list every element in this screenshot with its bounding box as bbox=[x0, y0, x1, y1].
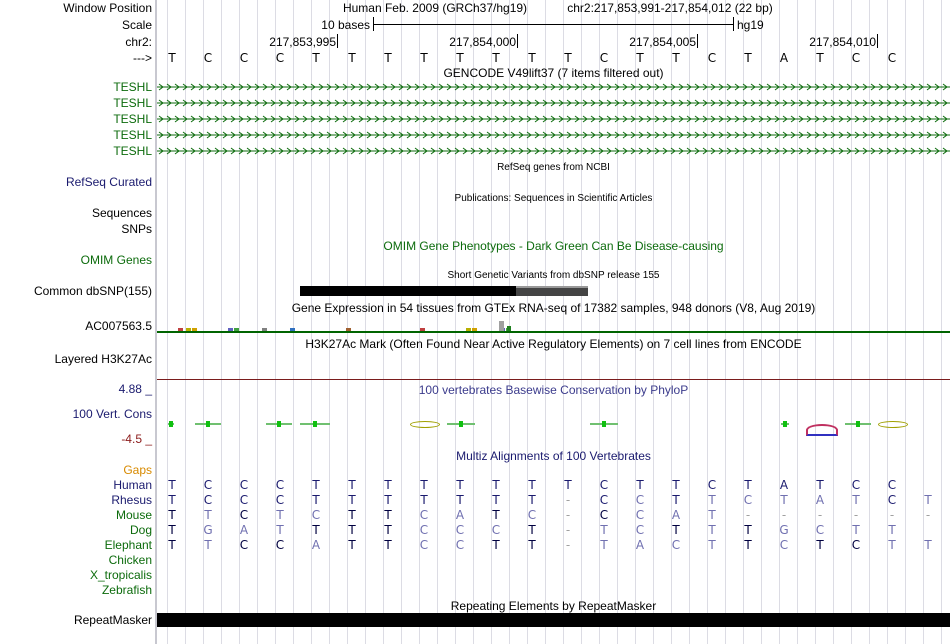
grid-line bbox=[437, 0, 438, 644]
alignment-base: T bbox=[456, 493, 464, 507]
dbsnp-track-label[interactable]: Common dbSNP(155) bbox=[33, 284, 152, 298]
grid-line bbox=[905, 0, 906, 644]
grid-line bbox=[833, 0, 834, 644]
alignment-base: T bbox=[312, 493, 320, 507]
base-letter: C bbox=[275, 51, 285, 65]
alignment-base: T bbox=[456, 478, 464, 492]
grid-line bbox=[581, 0, 582, 644]
grid-line bbox=[761, 0, 762, 644]
alignment-base: T bbox=[168, 493, 176, 507]
grid-line bbox=[509, 0, 510, 644]
alignment-base: C bbox=[707, 478, 717, 492]
phylop-peak bbox=[169, 421, 173, 427]
alignment-base: T bbox=[780, 493, 788, 507]
alignment-base: T bbox=[528, 538, 536, 552]
alignment-base: T bbox=[384, 493, 392, 507]
alignment-base: T bbox=[168, 538, 176, 552]
alignment-base: T bbox=[888, 523, 896, 537]
gencode-item-label-1[interactable]: TESHL bbox=[113, 80, 152, 94]
base-letter: A bbox=[779, 51, 789, 65]
species-label-x_tropicalis[interactable]: X_tropicalis bbox=[89, 568, 152, 582]
alignment-base: C bbox=[743, 493, 753, 507]
grid-line bbox=[293, 0, 294, 644]
alignment-base: C bbox=[275, 538, 285, 552]
alignment-base: C bbox=[599, 508, 609, 522]
gencode-transcript[interactable] bbox=[157, 131, 950, 139]
alignment-base: C bbox=[599, 478, 609, 492]
alignment-base: T bbox=[420, 478, 428, 492]
base-letter: C bbox=[239, 51, 249, 65]
base-letter: C bbox=[203, 51, 213, 65]
alignment-base: C bbox=[635, 508, 645, 522]
grid-line bbox=[473, 0, 474, 644]
gtex-baseline bbox=[157, 331, 950, 333]
alignment-base: T bbox=[276, 508, 284, 522]
alignment-base: T bbox=[384, 538, 392, 552]
alignment-base: T bbox=[312, 478, 320, 492]
alignment-base: - bbox=[565, 508, 571, 522]
ruler-tick-label-1: 217,853,995 bbox=[269, 35, 336, 49]
alignment-base: T bbox=[708, 508, 716, 522]
alignment-base: - bbox=[565, 493, 571, 507]
alignment-base: T bbox=[492, 538, 500, 552]
phylop-peak bbox=[459, 421, 463, 427]
alignment-base: - bbox=[925, 508, 931, 522]
grid-line bbox=[257, 0, 258, 644]
grid-line bbox=[869, 0, 870, 644]
alignment-base: T bbox=[672, 478, 680, 492]
multiz-track-title: Multiz Alignments of 100 Vertebrates bbox=[456, 449, 651, 463]
phylop-peak bbox=[206, 421, 210, 427]
grid-line bbox=[653, 0, 654, 644]
alignment-base: T bbox=[204, 508, 212, 522]
alignment-base: C bbox=[419, 523, 429, 537]
alignment-base: - bbox=[745, 508, 751, 522]
base-letter: T bbox=[528, 51, 536, 65]
h3k27ac-track-label[interactable]: Layered H3K27Ac bbox=[54, 352, 152, 366]
ruler-tick-4 bbox=[877, 34, 878, 48]
chr-label: chr2: bbox=[125, 35, 152, 49]
base-letter: T bbox=[672, 51, 680, 65]
alignment-base: T bbox=[348, 538, 356, 552]
base-letter: C bbox=[851, 51, 861, 65]
phylop-peak bbox=[313, 421, 317, 427]
species-label-zebrafish[interactable]: Zebrafish bbox=[101, 583, 152, 597]
alignment-base: T bbox=[600, 538, 608, 552]
snps-track-label[interactable]: SNPs bbox=[121, 222, 152, 236]
alignment-base: - bbox=[817, 508, 823, 522]
grid-line bbox=[689, 0, 690, 644]
cons-track-label[interactable]: 100 Vert. Cons bbox=[72, 407, 152, 421]
base-letter: T bbox=[636, 51, 644, 65]
alignment-base: T bbox=[600, 523, 608, 537]
repeatmasker-track-label[interactable]: RepeatMasker bbox=[73, 613, 152, 627]
base-letter: T bbox=[564, 51, 572, 65]
alignment-base: - bbox=[781, 508, 787, 522]
refseq-track-label[interactable]: RefSeq Curated bbox=[65, 175, 152, 189]
dbsnp-variant-bar-highlight[interactable] bbox=[516, 286, 588, 296]
alignment-base: T bbox=[348, 523, 356, 537]
base-letter: T bbox=[348, 51, 356, 65]
gencode-item-label-5[interactable]: TESHL bbox=[113, 144, 152, 158]
alignment-base: T bbox=[924, 538, 932, 552]
alignment-base: T bbox=[348, 493, 356, 507]
omim-track-label[interactable]: OMIM Genes bbox=[80, 253, 152, 267]
grid-line bbox=[797, 0, 798, 644]
scale-bar-left-cap bbox=[373, 17, 374, 31]
alignment-base: T bbox=[384, 523, 392, 537]
scale-text: 10 bases bbox=[321, 18, 370, 32]
alignment-base: C bbox=[455, 523, 465, 537]
alignment-base: C bbox=[203, 478, 213, 492]
h3k27ac-baseline bbox=[157, 379, 950, 380]
window-position-label: Window Position bbox=[63, 1, 152, 15]
base-letter: T bbox=[420, 51, 428, 65]
gencode-transcript[interactable] bbox=[157, 83, 950, 91]
alignment-base: C bbox=[815, 523, 825, 537]
alignment-base: T bbox=[312, 523, 320, 537]
alignment-base: T bbox=[744, 538, 752, 552]
alignment-base: T bbox=[528, 493, 536, 507]
alignment-base: C bbox=[275, 478, 285, 492]
alignment-base: T bbox=[384, 478, 392, 492]
species-label-human[interactable]: Human bbox=[113, 478, 152, 492]
base-letter: C bbox=[887, 51, 897, 65]
alignment-base: A bbox=[455, 508, 465, 522]
omim-track-title: OMIM Gene Phenotypes - Dark Green Can Be Disease-causing bbox=[383, 239, 724, 253]
alignment-base: A bbox=[635, 538, 645, 552]
alignment-base: C bbox=[599, 493, 609, 507]
alignment-base: A bbox=[815, 493, 825, 507]
gtex-track-label[interactable]: AC007563.5 bbox=[85, 319, 152, 333]
alignment-base: T bbox=[852, 493, 860, 507]
alignment-base: T bbox=[636, 478, 644, 492]
alignment-base: T bbox=[420, 493, 428, 507]
alignment-base: T bbox=[492, 493, 500, 507]
alignment-base: - bbox=[889, 508, 895, 522]
ruler-tick-3 bbox=[697, 34, 698, 48]
phylop-peak bbox=[856, 421, 860, 427]
alignment-base: T bbox=[708, 493, 716, 507]
species-label-elephant[interactable]: Elephant bbox=[104, 538, 152, 552]
alignment-base: T bbox=[168, 523, 176, 537]
phylop-mark[interactable] bbox=[806, 424, 838, 436]
grid-line bbox=[185, 0, 186, 644]
h3k27ac-track-title: H3K27Ac Mark (Often Found Near Active Regulatory Elements) on 7 cell lines from ENCODE bbox=[305, 337, 802, 351]
alignment-base: T bbox=[348, 478, 356, 492]
species-label-chicken[interactable]: Chicken bbox=[108, 553, 152, 567]
ruler-tick-2 bbox=[517, 34, 518, 48]
phylop-peak bbox=[602, 421, 606, 427]
alignment-base: T bbox=[888, 538, 896, 552]
alignment-base: T bbox=[816, 478, 824, 492]
alignment-base: A bbox=[671, 508, 681, 522]
alignment-base: C bbox=[671, 538, 681, 552]
scale-label: Scale bbox=[121, 18, 152, 32]
alignment-base: T bbox=[492, 508, 500, 522]
grid-line bbox=[545, 0, 546, 644]
alignment-base: C bbox=[239, 493, 249, 507]
alignment-base: T bbox=[348, 508, 356, 522]
dbsnp-track-title: Short Genetic Variants from dbSNP release 155 bbox=[447, 270, 660, 281]
alignment-base: - bbox=[565, 523, 571, 537]
alignment-base: T bbox=[276, 523, 284, 537]
phylop-track-title: 100 vertebrates Basewise Conservation by PhyloP bbox=[418, 383, 689, 397]
gencode-item-label-3[interactable]: TESHL bbox=[113, 112, 152, 126]
base-letter: T bbox=[312, 51, 320, 65]
position-title: chr2:217,853,991-217,854,012 (22 bp) bbox=[567, 1, 773, 15]
alignment-base: C bbox=[887, 478, 897, 492]
gtex-track-title: Gene Expression in 54 tissues from GTEx RNA-seq of 17382 samples, 948 donors (V8, Aug 2019) bbox=[291, 301, 816, 315]
alignment-base: T bbox=[528, 523, 536, 537]
alignment-base: C bbox=[851, 538, 861, 552]
alignment-base: C bbox=[455, 538, 465, 552]
grid-line bbox=[365, 0, 366, 644]
gaps-label: Gaps bbox=[123, 463, 152, 477]
alignment-base: C bbox=[311, 508, 321, 522]
alignment-base: C bbox=[779, 538, 789, 552]
alignment-base: A bbox=[311, 538, 321, 552]
base-letter: T bbox=[456, 51, 464, 65]
alignment-base: T bbox=[672, 493, 680, 507]
alignment-base: C bbox=[635, 523, 645, 537]
phylop-peak bbox=[783, 421, 787, 427]
species-label-rhesus[interactable]: Rhesus bbox=[111, 493, 152, 507]
repeatmasker-element[interactable] bbox=[157, 613, 950, 627]
alignment-base: T bbox=[384, 508, 392, 522]
alignment-base: T bbox=[816, 538, 824, 552]
grid-line bbox=[941, 0, 942, 644]
ruler-tick-label-4: 217,854,010 bbox=[809, 35, 876, 49]
alignment-base: T bbox=[528, 478, 536, 492]
phylop-min-label: -4.5 _ bbox=[121, 432, 152, 446]
alignment-base: C bbox=[275, 493, 285, 507]
phylop-peak bbox=[277, 421, 281, 427]
alignment-base: A bbox=[779, 478, 789, 492]
grid-line bbox=[329, 0, 330, 644]
alignment-base: C bbox=[239, 508, 249, 522]
alignment-base: T bbox=[852, 523, 860, 537]
alignment-base: T bbox=[204, 538, 212, 552]
alignment-base: T bbox=[672, 523, 680, 537]
ruler-tick-1 bbox=[337, 34, 338, 48]
phylop-mark[interactable] bbox=[878, 421, 908, 428]
alignment-base: T bbox=[744, 478, 752, 492]
alignment-base: C bbox=[527, 508, 537, 522]
gencode-track-title: GENCODE V49lift37 (7 items filtered out) bbox=[443, 66, 664, 80]
gencode-transcript[interactable] bbox=[157, 115, 950, 123]
grid-line bbox=[617, 0, 618, 644]
alignment-base: - bbox=[853, 508, 859, 522]
alignment-base: C bbox=[419, 538, 429, 552]
alignment-base: T bbox=[168, 478, 176, 492]
species-label-mouse[interactable]: Mouse bbox=[115, 508, 152, 522]
alignment-base: C bbox=[419, 508, 429, 522]
scale-db: hg19 bbox=[737, 18, 764, 32]
grid-line bbox=[221, 0, 222, 644]
base-letter: T bbox=[384, 51, 392, 65]
alignment-base: T bbox=[492, 478, 500, 492]
label-divider bbox=[155, 0, 157, 644]
grid-line bbox=[725, 0, 726, 644]
alignment-base: T bbox=[708, 523, 716, 537]
base-letter: T bbox=[744, 51, 752, 65]
gencode-transcript[interactable] bbox=[157, 147, 950, 155]
pubs-track-title: Publications: Sequences in Scientific Articles bbox=[454, 193, 653, 204]
scale-bar-right-cap bbox=[733, 17, 734, 31]
alignment-base: T bbox=[708, 538, 716, 552]
alignment-base: T bbox=[744, 523, 752, 537]
gencode-item-label-2[interactable]: TESHL bbox=[113, 96, 152, 110]
alignment-base: G bbox=[779, 523, 789, 537]
alignment-base: C bbox=[239, 538, 249, 552]
strand-label[interactable]: ---> bbox=[133, 51, 152, 65]
base-letter: T bbox=[816, 51, 824, 65]
base-letter: C bbox=[599, 51, 609, 65]
repeatmasker-track-title: Repeating Elements by RepeatMasker bbox=[450, 599, 657, 613]
scale-bar bbox=[373, 24, 733, 25]
gencode-transcript[interactable] bbox=[157, 99, 950, 107]
assembly-title: Human Feb. 2009 (GRCh37/hg19) bbox=[342, 1, 528, 15]
sequences-track-label[interactable]: Sequences bbox=[91, 206, 152, 220]
base-letter: T bbox=[492, 51, 500, 65]
gtex-bar[interactable] bbox=[499, 321, 504, 331]
refseq-track-title: RefSeq genes from NCBI bbox=[497, 162, 610, 173]
alignment-base: T bbox=[924, 493, 932, 507]
phylop-max-label: 4.88 _ bbox=[118, 382, 152, 396]
alignment-base: T bbox=[168, 508, 176, 522]
alignment-base: C bbox=[491, 523, 501, 537]
alignment-base: C bbox=[851, 478, 861, 492]
alignment-base: C bbox=[239, 478, 249, 492]
gencode-item-label-4[interactable]: TESHL bbox=[113, 128, 152, 142]
alignment-base: A bbox=[239, 523, 249, 537]
alignment-base: C bbox=[887, 493, 897, 507]
alignment-base: C bbox=[635, 493, 645, 507]
phylop-mark[interactable] bbox=[410, 421, 440, 428]
ruler-tick-label-2: 217,854,000 bbox=[449, 35, 516, 49]
alignment-base: G bbox=[203, 523, 213, 537]
grid-line bbox=[401, 0, 402, 644]
alignment-base: C bbox=[203, 493, 213, 507]
base-letter: T bbox=[168, 51, 176, 65]
alignment-base: T bbox=[564, 478, 572, 492]
base-letter: C bbox=[707, 51, 717, 65]
ruler-tick-label-3: 217,854,005 bbox=[629, 35, 696, 49]
alignment-base: - bbox=[565, 538, 571, 552]
species-label-dog[interactable]: Dog bbox=[129, 523, 152, 537]
